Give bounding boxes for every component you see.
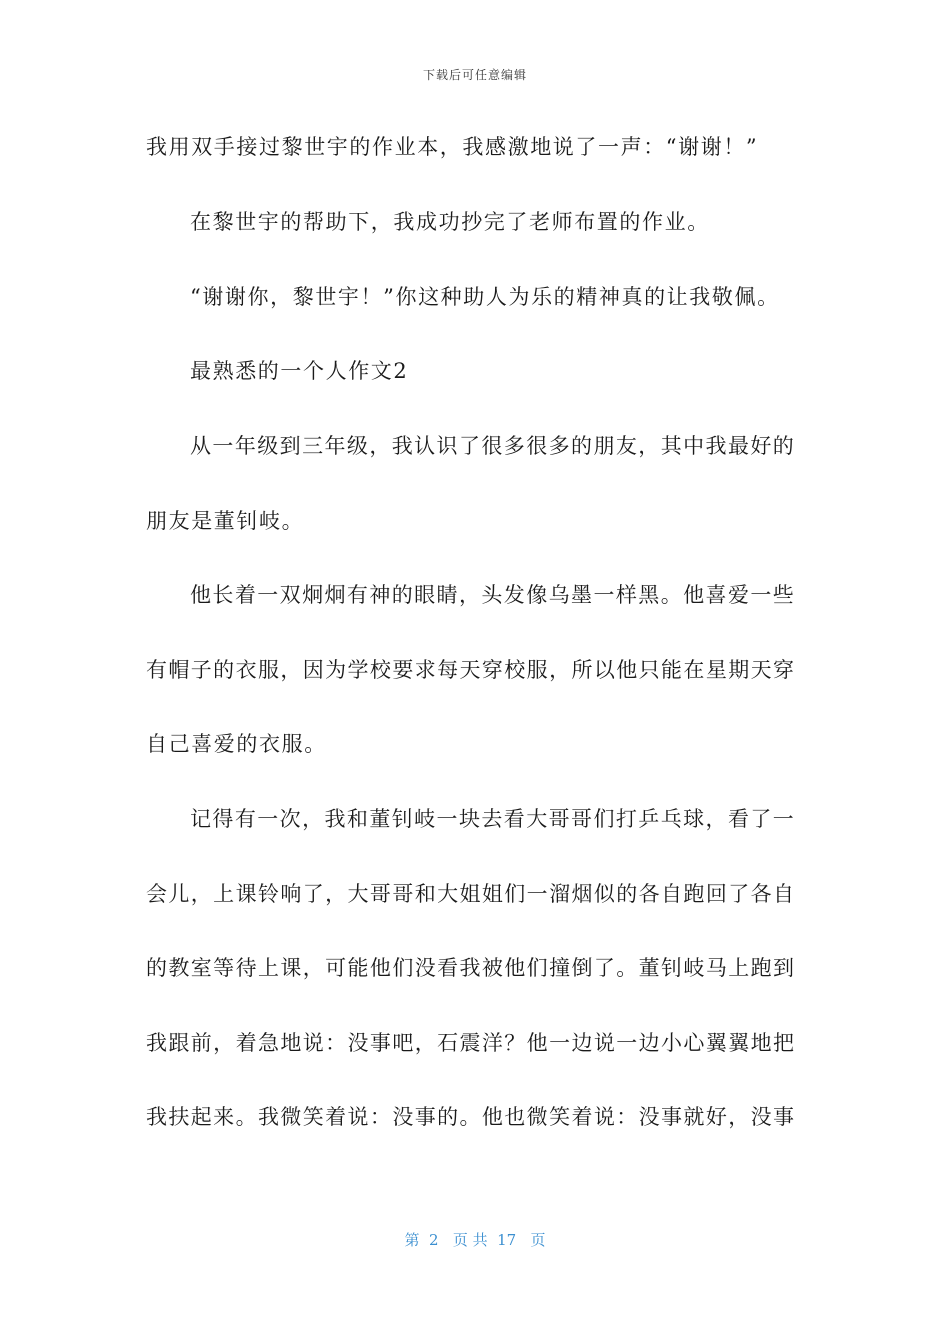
text-line: 从一年级到三年级，我认识了很多很多的朋友，其中我最好的 [190, 434, 796, 458]
text-line: 记得有一次，我和董钊岐一块去看大哥哥们打乒乓球，看了一 [190, 807, 796, 831]
text-line: 会儿，上课铃响了，大哥哥和大姐姐们一溜烟似的各自跑回了各自 [146, 882, 796, 906]
text-line: 他长着一双炯炯有神的眼睛，头发像乌墨一样黑。他喜爱一些 [190, 583, 796, 607]
page-header: 下载后可任意编辑 [422, 68, 527, 82]
text-line: 在黎世宇的帮助下，我成功抄完了老师布置的作业。 [190, 210, 710, 234]
text-line: 我扶起来。我微笑着说：没事的。他也微笑着说：没事就好，没事 [146, 1105, 796, 1129]
text-line: “谢谢你，黎世宇！”你这种助人为乐的精神真的让我敬佩。 [190, 285, 780, 309]
text-line: 的教室等待上课，可能他们没看我被他们撞倒了。董钊岐马上跑到 [146, 956, 796, 980]
page-number-footer: 第 2 页 共 17 页 [404, 1231, 546, 1249]
text-line: 自己喜爱的衣服。 [146, 732, 327, 756]
text-line: 我用双手接过黎世宇的作业本，我感激地说了一声：“谢谢！” [146, 135, 759, 159]
text-line: 我跟前，着急地说：没事吧，石震洋？他一边说一边小心翼翼地把 [146, 1031, 796, 1055]
text-line: 有帽子的衣服，因为学校要求每天穿校服，所以他只能在星期天穿 [146, 658, 796, 682]
text-line: 朋友是董钊岐。 [146, 509, 305, 533]
section-title: 最熟悉的一个人作文2 [190, 359, 409, 383]
